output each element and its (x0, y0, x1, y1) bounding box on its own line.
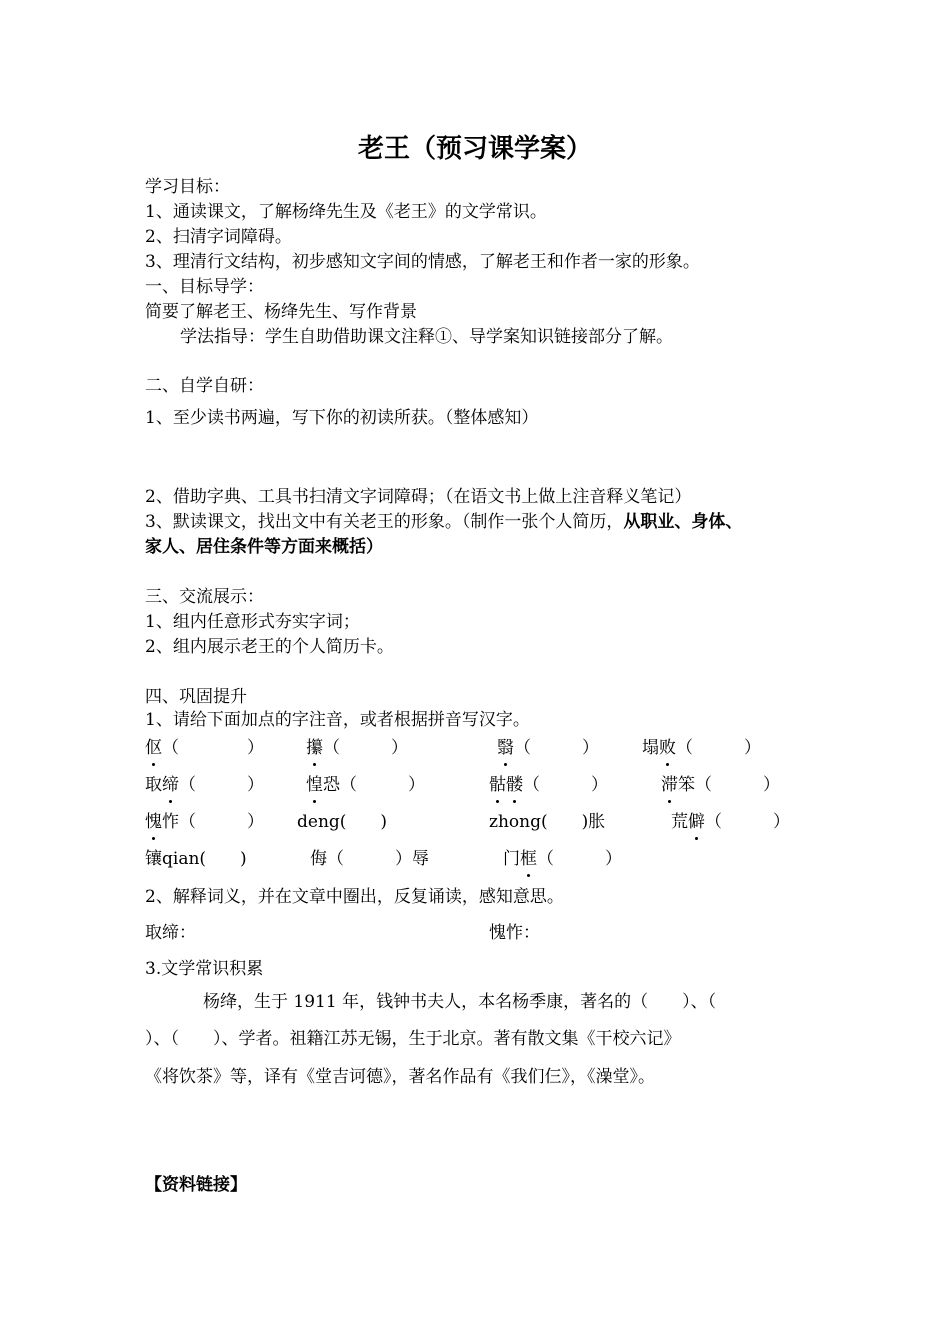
section2-item3: 3、默读课文，找出文中有关老王的形象。（制作一张个人简历，从职业、身体、 (145, 512, 743, 532)
para-line3: 《将饮茶》等，译有《堂吉诃德》，著名作品有《我们仨》，《澡堂》。 (145, 1067, 655, 1087)
section3-item2: 2、组内展示老王的个人简历卡。 (145, 637, 394, 657)
section4-heading: 四、巩固提升 (145, 687, 247, 707)
objective-2: 2、扫清字词障碍。 (145, 227, 292, 247)
section4-item2: 2、解释词义，并在文章中圈出，反复诵读，感知意思。 (145, 887, 564, 907)
term-kuizuo: 愧怍： (489, 923, 540, 943)
links-heading: 【资料链接】 (145, 1175, 247, 1195)
section2-item3-cont: 家人、居住条件等方面来概括） (145, 537, 383, 557)
word-r4c1: 镶qian( ) (145, 849, 247, 869)
word-r1c2: 攥（ ） (306, 738, 408, 758)
word-r2c1: 取缔（ ） (145, 775, 264, 795)
objective-1: 1、通读课文，了解杨绛先生及《老王》的文学常识。 (145, 202, 547, 222)
word-r2c2: 惶恐（ ） (306, 775, 425, 795)
objectives-heading: 学习目标： (145, 177, 230, 197)
word-r3c2: deng( ) (297, 812, 388, 832)
section2-item1: 1、至少读书两遍，写下你的初读所获。（整体感知） (145, 408, 539, 428)
word-r3c3: zhong( )胀 (489, 812, 606, 832)
term-quidi: 取缔： (145, 923, 196, 943)
word-r3c1: 愧怍（ ） (145, 812, 264, 832)
para-line1: 杨绛，生于 1911 年，钱钟书夫人，本名杨季康，著名的（ ）、（ (203, 992, 717, 1012)
word-r4c2: 侮（ ）辱 (310, 849, 429, 869)
word-r1c1: 伛（ ） (145, 738, 264, 758)
section2-item2: 2、借助字典、工具书扫清文字词障碍；（在语文书上做上注音释义笔记） (145, 487, 692, 507)
word-r3c4: 荒僻（ ） (671, 812, 790, 832)
section1-line1: 简要了解老王、杨绛先生、写作背景 (145, 302, 417, 322)
word-r2c3: 骷髅（ ） (489, 775, 608, 795)
section4-item3: 3.文学常识积累 (145, 959, 264, 979)
section1-guide: 学法指导：学生自助借助课文注释①、导学案知识链接部分了解。 (180, 327, 673, 347)
section3-item1: 1、组内任意形式夯实字词； (145, 612, 360, 632)
section3-heading: 三、交流展示： (145, 587, 264, 607)
word-r2c4: 滞笨（ ） (661, 775, 780, 795)
para-line2: ）、（ ）、学者。祖籍江苏无锡，生于北京。著有散文集《干校六记》 (145, 1029, 681, 1049)
section1-heading: 一、目标导学： (145, 277, 264, 297)
section4-item1: 1、请给下面加点的字注音，或者根据拼音写汉字。 (145, 710, 530, 730)
word-r1c3: 翳（ ） (497, 738, 599, 758)
objective-3: 3、理清行文结构，初步感知文字间的情感，了解老王和作者一家的形象。 (145, 252, 700, 272)
word-r1c4: 塌败（ ） (642, 738, 761, 758)
page-title: 老王（预习课学案） (357, 134, 592, 164)
section2-heading: 二、自学自研： (145, 376, 264, 396)
word-r4c3: 门框（ ） (503, 849, 622, 869)
